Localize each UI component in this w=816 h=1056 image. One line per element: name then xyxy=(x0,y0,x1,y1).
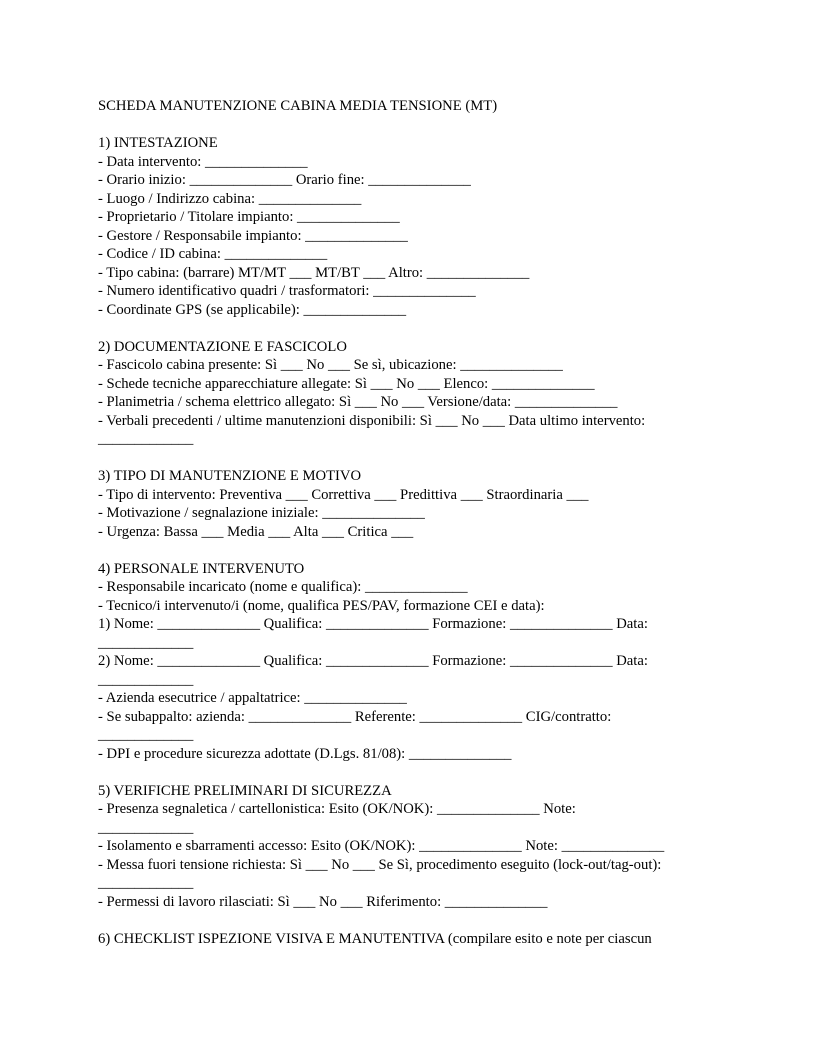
field-schede-tecniche: - Schede tecniche apparecchiature allegate: Sì ___ No ___ Elenco: ______________ xyxy=(98,375,595,392)
section-heading-tipo-manutenzione: 3) TIPO DI MANUTENZIONE E MOTIVO xyxy=(98,468,362,484)
document-title: SCHEDA MANUTENZIONE CABINA MEDIA TENSIONE (MT) xyxy=(98,98,498,114)
field-gestore: - Gestore / Responsabile impianto: ______________ xyxy=(98,227,408,244)
section-documentazione xyxy=(98,338,720,449)
field-verbali-precedenti: - Verbali precedenti / ultime manutenzioni disponibili: Sì ___ No ___ Data ultimo intervento: xyxy=(98,412,646,429)
field-urgenza: - Urgenza: Bassa ___ Media ___ Alta ___ Critica ___ xyxy=(98,523,414,540)
field-coordinate-gps: - Coordinate GPS (se applicabile): ______________ xyxy=(98,301,407,318)
field-proprietario: - Proprietario / Titolare impianto: ______________ xyxy=(98,209,400,225)
field-tecnico-2: 2) Nome: ______________ Qualifica: ______________ Formazione: ______________ Data: xyxy=(98,653,648,669)
field-codice-cabina: - Codice / ID cabina: ______________ xyxy=(98,246,328,262)
section-heading-checklist: 6) CHECKLIST ISPEZIONE VISIVA E MANUTENTIVA (compilare esito e note per ciascun xyxy=(98,930,652,947)
field-tecnico-2-continuation: _____________ xyxy=(98,671,194,688)
section-heading-intestazione: 1) INTESTAZIONE xyxy=(98,135,218,151)
section-intestazione xyxy=(98,134,720,319)
section-heading-personale: 4) PERSONALE INTERVENUTO xyxy=(98,560,305,577)
field-fascicolo-presente: - Fascicolo cabina presente: Sì ___ No ___ Se sì, ubicazione: ______________ xyxy=(98,357,563,373)
field-luogo-indirizzo: - Luogo / Indirizzo cabina: ______________ xyxy=(98,190,362,207)
field-segnaletica-continuation: _____________ xyxy=(98,819,194,836)
field-lockout-continuation: _____________ xyxy=(98,875,194,891)
field-tipo-cabina: - Tipo cabina: (barrare) MT/MT ___ MT/BT ___ Altro: ______________ xyxy=(98,264,530,281)
field-tecnico-1-continuation: _____________ xyxy=(98,634,194,651)
field-tecnici-label: - Tecnico/i intervenuto/i (nome, qualifica PES/PAV, formazione CEI e data): xyxy=(98,597,545,614)
field-planimetria: - Planimetria / schema elettrico allegato: Sì ___ No ___ Versione/data: ______________ xyxy=(98,394,618,410)
section-tipo-manutenzione xyxy=(98,467,720,541)
field-isolamento-sbarramenti: - Isolamento e sbarramenti accesso: Esito (OK/NOK): ______________ Note: ______________ xyxy=(98,838,665,854)
field-numero-quadri: - Numero identificativo quadri / trasformatori: ______________ xyxy=(98,283,476,299)
field-verbali-continuation: _____________ xyxy=(98,431,194,447)
section-heading-verifiche: 5) VERIFICHE PRELIMINARI DI SICUREZZA xyxy=(98,782,392,799)
field-tecnico-1: 1) Nome: ______________ Qualifica: ______________ Formazione: ______________ Data: xyxy=(98,616,648,632)
field-dpi-procedure: - DPI e procedure sicurezza adottate (D.Lgs. 81/08): ______________ xyxy=(98,745,512,762)
field-tipo-intervento: - Tipo di intervento: Preventiva ___ Correttiva ___ Predittiva ___ Straordinaria ___ xyxy=(98,486,589,503)
field-data-intervento: - Data intervento: ______________ xyxy=(98,153,308,170)
field-permessi-lavoro: - Permessi di lavoro rilasciati: Sì ___ No ___ Riferimento: ______________ xyxy=(98,893,548,910)
field-subappalto: - Se subappalto: azienda: ______________ Referente: ______________ CIG/contratto: xyxy=(98,708,612,725)
field-messa-fuori-tensione: - Messa fuori tensione richiesta: Sì ___ No ___ Se Sì, procedimento eseguito (lock-out/tag-out): xyxy=(98,856,662,873)
section-heading-documentazione: 2) DOCUMENTAZIONE E FASCICOLO xyxy=(98,338,347,355)
section-personale xyxy=(98,560,720,764)
field-motivazione: - Motivazione / segnalazione iniziale: ______________ xyxy=(98,505,425,521)
section-verifiche-preliminari xyxy=(98,782,720,912)
field-subappalto-continuation: _____________ xyxy=(98,727,194,743)
section-checklist xyxy=(98,930,720,949)
field-presenza-segnaletica: - Presenza segnaletica / cartellonistica: Esito (OK/NOK): ______________ Note: xyxy=(98,801,576,817)
field-responsabile-incaricato: - Responsabile incaricato (nome e qualifica): ______________ xyxy=(98,579,468,595)
field-azienda-esecutrice: - Azienda esecutrice / appaltatrice: ______________ xyxy=(98,690,407,706)
field-orario-inizio-fine: - Orario inizio: ______________ Orario fine: ______________ xyxy=(98,172,471,188)
